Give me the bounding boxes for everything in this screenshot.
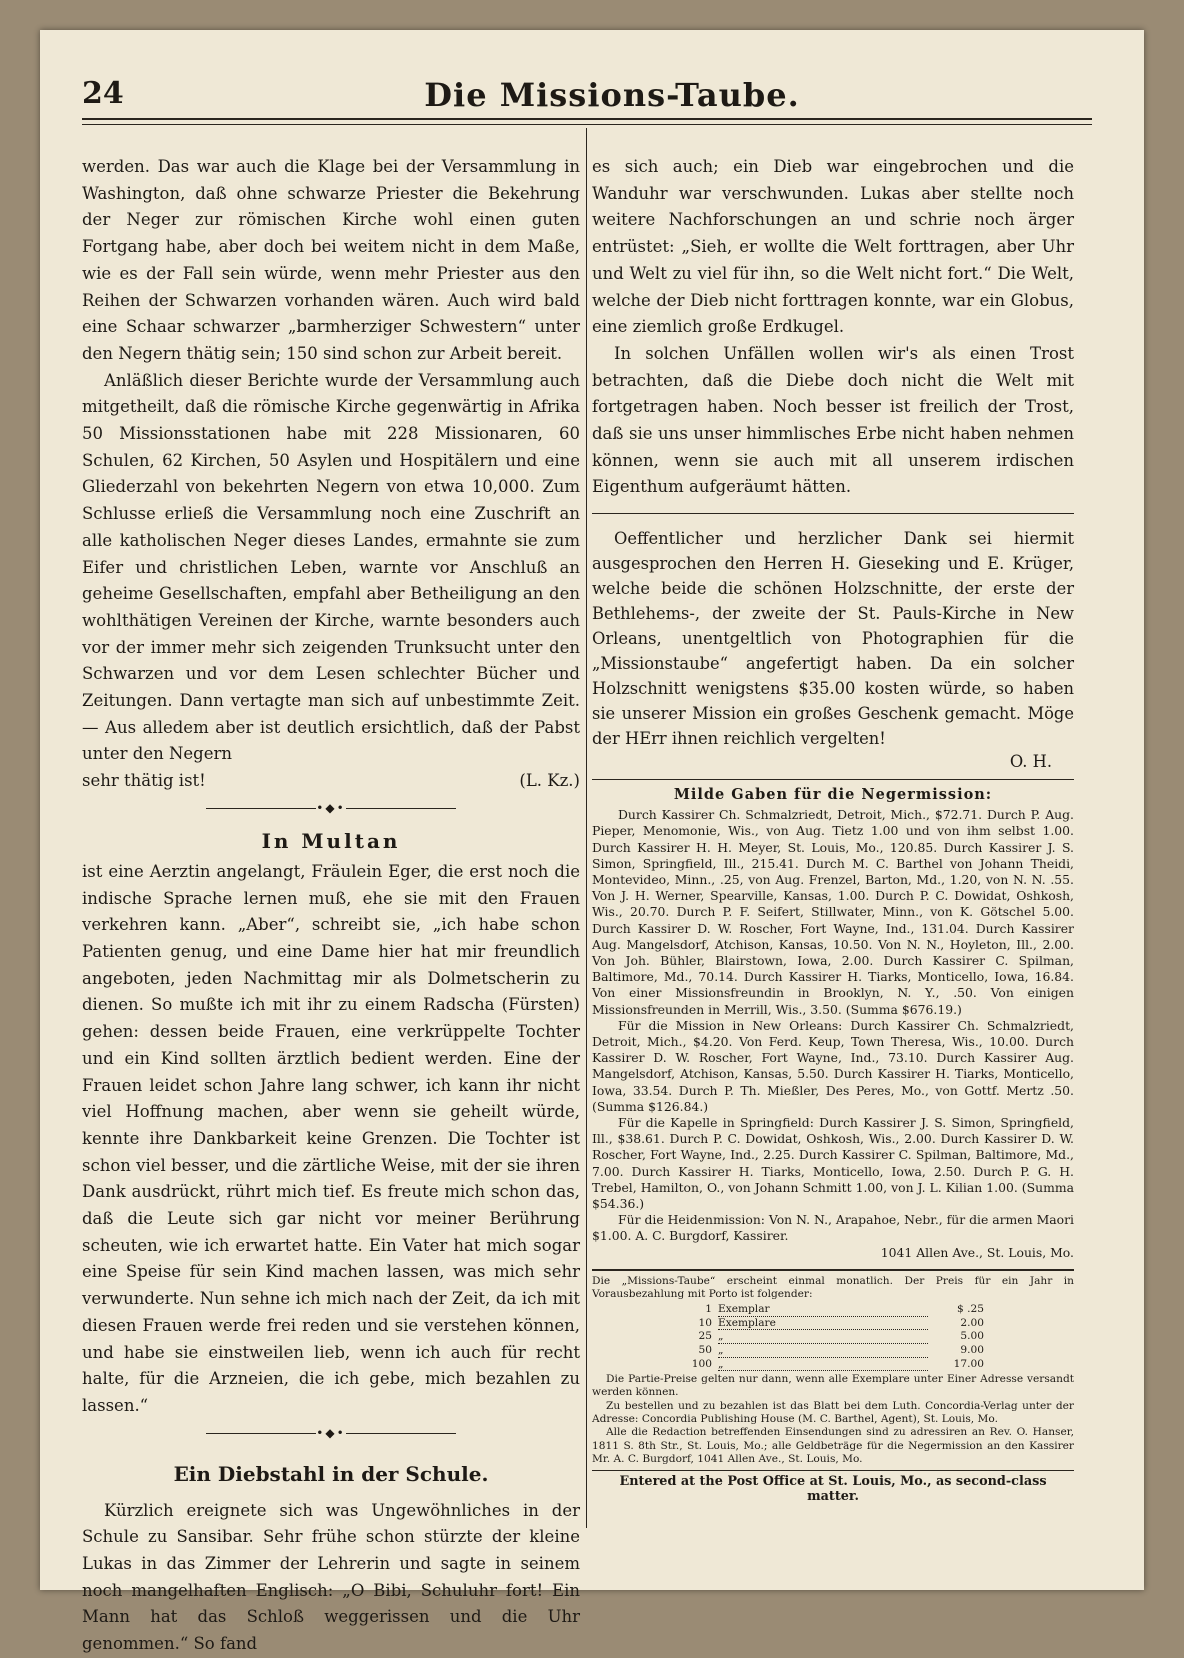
thanks-text: Oeffentlicher und herzlicher Dank sei hiermit ausgesprochen den Herren H. Gieseking und E. Krüger, welche beide die schönen Holzschnitte, der erste der Bethlehems-, der zweite der St. Pauls-Kirche in New Orleans, unentgeltlich von Photographien für die „Missionstaube“ angefertigt haben. Da ein solcher Holzschnitt wenigstens $35.00 kosten würde, so haben sie unserer Mission ein großes Geschenk gemacht. Möge der HErr ihnen reichlich vergelten! [592,529,1074,749]
intro-last-line: sehr thätig ist! [82,771,206,791]
treasurer-address: 1041 Allen Ave., St. Louis, Mo. [880,1244,1074,1260]
divider [592,779,1074,780]
multan-article: ist eine Aerztin angelangt, Fräulein Eger, die erst noch die indische Sprache lernen muß, ehe sie mit den Frauen verkehren kann. „Aber“, schreibt sie, „ich habe schon Patienten genug, und eine Dame hier hat mir freundlich angeboten, jeden Nachmittag mir als Dolmetscherin zu dienen. So mußte ich mit ihr zu einem Radscha (Fürsten) gehen: dessen beide Frauen, eine verkrüppelte Tochter und ein Kind sollten ärztlich bedient werden. Eine der Frauen leidet schon Jahre lang schwer, ich kann ihr nicht viel Hoffnung machen, aber wenn sie geheilt würde, kennte ihre Dankbarkeit keine Grenzen. Die Tochter ist schon viel besser, und die zärtliche Weise, mit der sie ihren Dank ausdrückt, rührt mich tief. Es freute mich schon das, daß die Leute sich gar nicht vor meiner Berührung scheuten, wie ich erwartet hatte. Ein Vater hat mich sogar eine Speise für sein Kind machen lassen, was mich sehr verwunderte. Nun sehne ich mich nach der Zeit, da ich mit diesen Frauen werde frei reden und sie verstehen können, und habe sie einstweilen lieb, wenn ich auch für recht halte, für die Arzneien, die ich gebe, mich bezahlen zu lassen.“ [82,861,580,1415]
page-number: 24 [82,76,124,111]
left-column [82,154,580,1658]
column-divider [586,128,587,1528]
theft-article: Kürzlich ereignete sich was Ungewöhnliches in der Schule zu Sansibar. Sehr frühe schon stürzte der kleine Lukas in das Zimmer der Lehrerin und sagte in seinem noch mangelhaften Englisch: „O Bibi, Schuluhr fort! Ein Mann hat das Schloß weggerissen und die Uhr genommen.“ So fand [82,1500,580,1654]
header-rule-thin [82,124,1092,125]
intro-closing-line [82,768,580,795]
price-row: 50 „ 9.00 [698,1344,984,1356]
theft-article-reflection: In solchen Unfällen wollen wir's als einen Trost betrachten, daß die Diebe doch nicht die Welt mit fortgetragen haben. Noch besser ist freilich der Trost, daß sie uns unser himmlisches Erbe nicht haben nehmen können, wenn sie auch mit all unserem irdischen Eigenthum aufgeräumt hätten. [592,343,1074,497]
divider [592,1470,1074,1471]
section-ornament: •◆• [82,795,580,821]
price-row: 25 „ 5.00 [698,1330,984,1343]
intro-source: (L. Kz.) [519,771,580,791]
postal-entry-line: Entered at the Post Office at St. Louis, Mo., as second-class matter. [619,1474,1047,1505]
subscription-notice [592,1275,1074,1467]
price-row: 1 Exemplar $ .25 [705,1303,984,1316]
donations-heathen-mission: Für die Heidenmission: Von N. N., Arapahoe, Nebr., für die armen Maori $1.00. A. C. Burgdorf, Kassirer. [592,1212,1074,1244]
intro-paragraph-1: werden. Das war auch die Klage bei der Versammlung in Washington, daß ohne schwarze Priester die Bekehrung der Neger zur römischen Kirche wohl einen guten Fortgang habe, aber doch bei weitem nicht in dem Maße, wie es der Fall sein würde, wenn mehr Priester aus den Reihen der Schwarzen vorhanden wären. Auch wird bald eine Schaar schwarzer „barmherziger Schwestern“ unter den Negern thätig sein; 150 sind schon zur Arbeit bereit. [82,157,580,363]
multan-heading: In Multan [261,828,401,853]
magazine-page [40,30,1144,1654]
donations-springfield: Für die Kapelle in Springfield: Durch Kassirer J. S. Simon, Springfield, Ill., $38.61. Durch P. C. Dowidat, Oshkosh, Wis., 2.00. Durch Kassirer D. W. Roscher, Fort Wayne, Ind., 2.25. Durch Kassirer C. Spilman, Baltimore, Md., 7.00. Durch Kassirer H. Tiarks, Monticello, Iowa, 2.50. Durch P. G. H. Trebel, Hamilton, O., von Johann Schmitt 1.00, von J. L. Kilian 1.00. (Summa $54.36.) [592,1115,1074,1212]
divider [592,513,1074,514]
theft-article-continued: es sich auch; ein Dieb war eingebrochen und die Wanduhr war verschwunden. Lukas aber stellte noch weitere Nachforschungen an und schrie noch ärger entrüstet: „Sieh, er wollte die Welt forttragen, aber Uhr und Welt zu viel für ihn, so die Welt nicht fort.“ Die Welt, welche der Dieb nicht forttragen konnte, war ein Globus, eine ziemlich große Erdkugel. [592,157,1074,337]
page-header [82,76,1092,120]
price-row: 10 Exemplare 2.00 [698,1316,984,1329]
notice-intro: Die „Missions-Taube“ erscheint einmal monatlich. Der Preis für ein Jahr in Vorausbezahlung mit Porto ist folgender: [592,1274,1074,1300]
notice-correspondence: Alle die Redaction betreffenden Einsendungen sind zu adressiren an Rev. O. Hanser, 1811 S. 8th Str., St. Louis, Mo.; alle Geldbeträge für die Negermission an den Kassirer Mr. A. C. Burgdorf, 1041 Allen Ave., St. Louis, Mo. [592,1426,1074,1465]
section-ornament: •◆• [82,1420,580,1446]
price-row: 100 „ 17.00 [691,1357,984,1370]
donations-title: Milde Gaben für die Negermission: [673,786,993,804]
header-rule [82,118,1092,120]
right-column [592,154,1074,1504]
notice-ordering: Zu bestellen und zu bezahlen ist das Blatt bei dem Luth. Concordia-Verlag unter der Adresse: Concordia Publishing House (M. C. Barthel, Agent), St. Louis, Mo. [592,1399,1074,1426]
donations-new-orleans: Für die Mission in New Orleans: Durch Kassirer Ch. Schmalzriedt, Detroit, Mich., $4.20. Von Ferd. Keup, Town Theresa, Wis., 10.00. Durch Kassirer D. W. Roscher, Fort Wayne, Ind., 73.10. Durch Kassirer Aug. Mangelsdorf, Atchison, Kansas, 5.50. Durch Kassirer H. Tiarks, Monticello, Iowa, 33.54. Durch P. Th. Mießler, Des Peres, Mo., von Gottf. Mertz .50. (Summa $126.84.) [592,1017,1074,1114]
donations-general: Durch Kassirer Ch. Schmalzriedt, Detroit, Mich., $72.71. Durch P. Aug. Pieper, Menomonie, Wis., von Aug. Tietz 1.00 und von ihm selbst 1.00. Durch Kassirer H. H. Meyer, St. Louis, Mo., 120.85. Durch Kassirer J. S. Simon, Springfield, Ill., 215.41. Durch M. C. Barthel von Johann Theidi, Montevideo, Minn., .25, von Aug. Frenzel, Barton, Md., 1.20, von N. N. .55. Von J. H. Werner, Spearville, Kansas, 1.00. Durch P. C. Dowidat, Oshkosh, Wis., 20.70. Durch P. F. Seifert, Stillwater, Minn., von K. Götschel 5.00. Durch Kassirer D. W. Roscher, Fort Wayne, Ind., 131.04. Durch Kassirer Aug. Mangelsdorf, Atchison, Kansas, 10.50. Von N. N., Hoyleton, Ill., 2.00. Von Joh. Bühler, Blairstown, Iowa, 2.00. Durch Kassirer C. Spilman, Baltimore, Md., 70.14. Durch Kassirer H. Tiarks, Monticello, Iowa, 16.84. Von einer Missionsfreundin in Brooklyn, N. Y., .50. Von einigen Missionsfreunden in Merrill, Wis., 3.50. (Summa $676.19.) [592,807,1074,1017]
notice-bulk-terms: Die Partie-Preise gelten nur dann, wenn alle Exemplare unter Einer Adresse versandt werden können. [592,1373,1074,1399]
theft-heading: Ein Diebstahl in der Schule. [173,1461,489,1486]
thanks-signature: O. H. [1009,752,1052,772]
thanks-notice [592,526,1074,773]
donations-section [592,786,1074,1260]
intro-paragraph-2: Anläßlich dieser Berichte wurde der Versammlung auch mitgetheilt, daß die römische Kirche gegenwärtig in Afrika 50 Missionsstationen habe mit 228 Missionaren, 60 Schulen, 62 Kirchen, 50 Asylen und Hospitälern und eine Gliederzahl von bekehrten Negern von etwa 10,000. Zum Schlusse erließ die Versammlung noch eine Zuschrift an alle katholischen Neger dieses Landes, ermahnte sie zum Eifer und christlichen Leben, warnte vor Anschluß an geheime Gesellschaften, empfahl aber Betheiligung an den wohlthätigen Vereinen der Kirche, warnte besonders auch vor der immer mehr sich zeigenden Trunksucht unter den Schwarzen und vor dem Lesen schlechter Bücher und Zeitungen. Dann vertagte man sich auf unbestimmte Zeit. — Aus alledem aber ist deutlich ersichtlich, daß der Pabst unter den Negern [82,370,580,764]
divider [592,1269,1074,1271]
periodical-title: Die Missions-Taube. [424,76,800,114]
price-table [682,1303,984,1371]
